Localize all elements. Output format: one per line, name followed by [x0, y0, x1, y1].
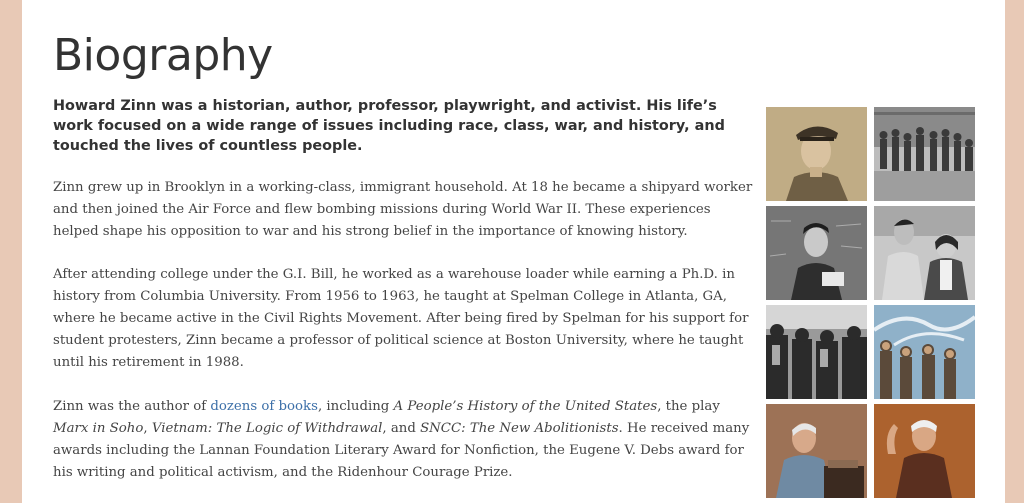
works-text: ,	[143, 421, 152, 436]
gallery-photo-6[interactable]	[874, 305, 975, 399]
works-text: Zinn was the author of	[53, 399, 211, 414]
speaker-photo-icon	[874, 404, 975, 498]
photo-gallery	[766, 107, 976, 498]
gallery-photo-5[interactable]	[766, 305, 867, 399]
writer-photo-icon	[766, 404, 867, 498]
portrait-photo-icon	[766, 107, 867, 201]
crowd-photo-icon	[874, 107, 975, 201]
works-text: , the play	[657, 399, 720, 414]
gallery-photo-3[interactable]	[766, 206, 867, 300]
gallery-photo-4[interactable]	[874, 206, 975, 300]
book-title: SNCC: The New Abolitionists	[420, 421, 619, 436]
lead-paragraph: Howard Zinn was a historian, author, professor, playwright, and activist. His life’s work focused on a wide range of issues including race, class, war, and history, and touched the lives of countless people.	[53, 98, 725, 154]
paragraph-career: After attending college under the G.I. Bill, he worked as a warehouse loader while earning a Ph.D. in history from Columbia University. From 1956 to 1963, he taught at Spelman College in Atlanta, GA, where he became active in the Civil Rights Movement. After being fired by Spelman for his support for student protesters, Zinn became a professor of political science at Boston University, where he taught until his retirement in 1988.	[53, 267, 749, 370]
classroom-photo-icon	[766, 206, 867, 300]
couple-photo-icon	[874, 206, 975, 300]
book-title: Vietnam: The Logic of Withdrawal	[151, 421, 383, 436]
book-title: A People’s History of the United States	[393, 399, 658, 414]
gallery-photo-1[interactable]	[766, 107, 867, 201]
gallery-photo-2[interactable]	[874, 107, 975, 201]
gallery-photo-7[interactable]	[766, 404, 867, 498]
biography-page	[22, 0, 1005, 503]
works-text: , and	[382, 421, 421, 436]
page-title: Biography	[53, 30, 273, 81]
works-text: , including	[317, 399, 394, 414]
protest-photo-icon	[766, 305, 867, 399]
dozens-of-books-link[interactable]: dozens of books	[210, 399, 318, 414]
paragraph-works	[53, 396, 753, 484]
works-text: . He received many awards including the Lannan Foundation Literary Award for Nonfiction, the Eugene V. Debs award for his writing and political activism, and the Ridenhour Courage Prize.	[53, 421, 750, 480]
gallery-photo-8[interactable]	[874, 404, 975, 498]
group-photo-icon	[874, 305, 975, 399]
book-title: Marx in Soho	[53, 421, 144, 436]
paragraph-early-life: Zinn grew up in Brooklyn in a working-class, immigrant household. At 18 he became a shipyard worker and then joined the Air Force and flew bombing missions during World War II. These experiences helped shape his opposition to war and his strong belief in the importance of knowing history.	[53, 180, 753, 239]
